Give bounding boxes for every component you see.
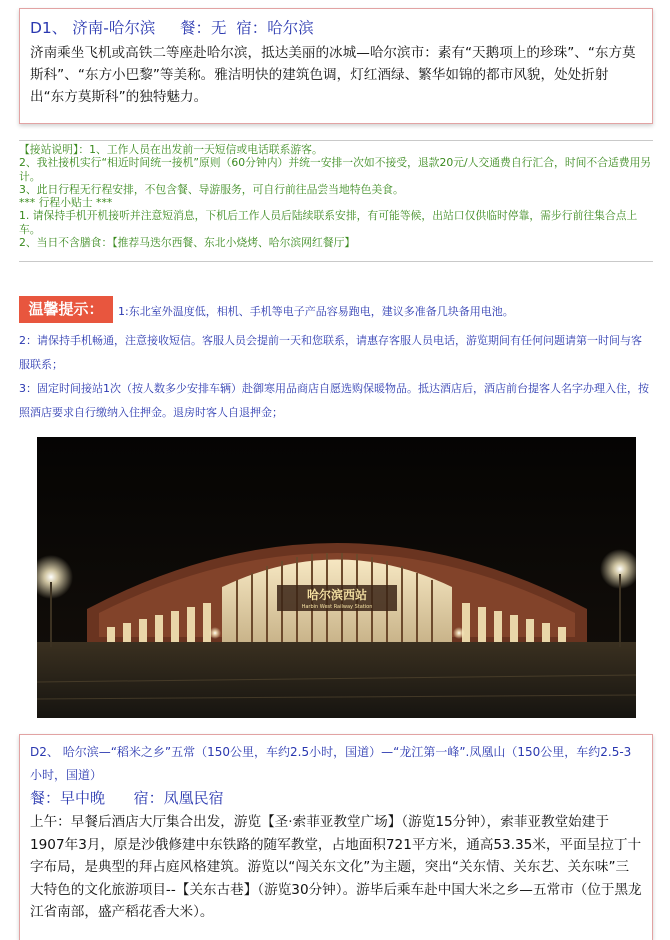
day1-description: 济南乘坐飞机或高铁二等座赴哈尔滨，抵达美丽的冰城—哈尔滨市：素有“天鹅项上的珍珠”、“东方莫斯科”、“东方小巴黎”等美称。雅洁明快的建筑色调，灯红酒绿、繁华如锦的都市风貌，处处折射出“东方莫斯科”的独特魅力。 bbox=[30, 45, 636, 105]
note-line: 3、此日行程无行程安排，不包含餐、导游服务，可自行前往品尝当地特色美食。 bbox=[19, 182, 404, 196]
note-line: 2、我社接机实行“相近时间统一接机”原则（60分钟内）并统一安排一次如不接受，退款20元/人交通费自行汇合，时间不合适费用另计。 bbox=[19, 156, 652, 183]
note-line: *** 行程小贴士 *** bbox=[19, 196, 113, 210]
harbin-west-station-photo bbox=[37, 437, 636, 718]
day1-header: D1、 济南-哈尔滨 餐：无 宿：哈尔滨 bbox=[30, 19, 314, 37]
station-sign-english: Harbin West Railway Station bbox=[301, 604, 373, 610]
station-sign-chinese: 哈尔滨西站 bbox=[306, 588, 368, 602]
note-line: 2、当日不含膳食：【推荐马迭尔西餐、东北小烧烤、哈尔滨网红餐厅】 bbox=[19, 236, 356, 250]
note-line: 【接站说明】：1、工作人员在出发前一天短信或电话联系游客。 bbox=[19, 143, 323, 156]
day2-route: D2、 哈尔滨—“稻米之乡”五常（150公里，车约2.5小时，国道）—“龙江第一峰”.凤凰山（150公里，车约2.5-3小时，国道） bbox=[30, 745, 632, 782]
note-line: 1. 请保持手机开机接听并注意短消息，下机后工作人员后陆续联系安排，有可能等候，出站口仅供临时停靠，需步行前往集合点上车。 bbox=[19, 209, 638, 236]
pickup-notes bbox=[19, 140, 653, 262]
day2-description: 上午：早餐后酒店大厅集合出发，游览【圣·索菲亚教堂广场】（游览15分钟），索菲亚教堂始建于1907年3月，原是沙俄修建中东铁路的随军教堂，占地面积721平方米，通高53.35米，平面呈拉丁十字布局，是典型的拜占庭风格建筑。游览以“闯关东文化”为主题，突出“关东情、关东艺、关东味”三大特色的文化旅游项目--【关东古巷】（游览30分钟）。游毕后乘车赴中国大米之乡—五常市（位于黑龙江省南部，盛产稻花香大米）。 bbox=[30, 814, 642, 920]
day1-card bbox=[19, 8, 653, 124]
day2-card bbox=[19, 734, 653, 940]
tip-item: 3：固定时间接站1次（按人数多少安排车辆）赴御寒用品商店自愿选购保暖物品。抵达酒店后，酒店前台提客人名字办理入住，按照酒店要求自行缴纳入住押金。退房时客人自退押金； bbox=[19, 382, 649, 419]
tip-item: 1:东北室外温度低，相机、手机等电子产品容易跑电，建议多准备几块备用电池。 bbox=[118, 305, 514, 318]
tip-item: 2：请保持手机畅通，注意接收短信。客服人员会提前一天和您联系，请惠存客服人员电话，游览期间有任何问题请第一时间与客服联系； bbox=[19, 334, 642, 371]
tips-list bbox=[19, 329, 651, 425]
day2-meals-lodging: 餐：早中晚 宿：凤凰民宿 bbox=[30, 789, 224, 807]
tips-title-badge: 温馨提示： bbox=[19, 296, 113, 323]
